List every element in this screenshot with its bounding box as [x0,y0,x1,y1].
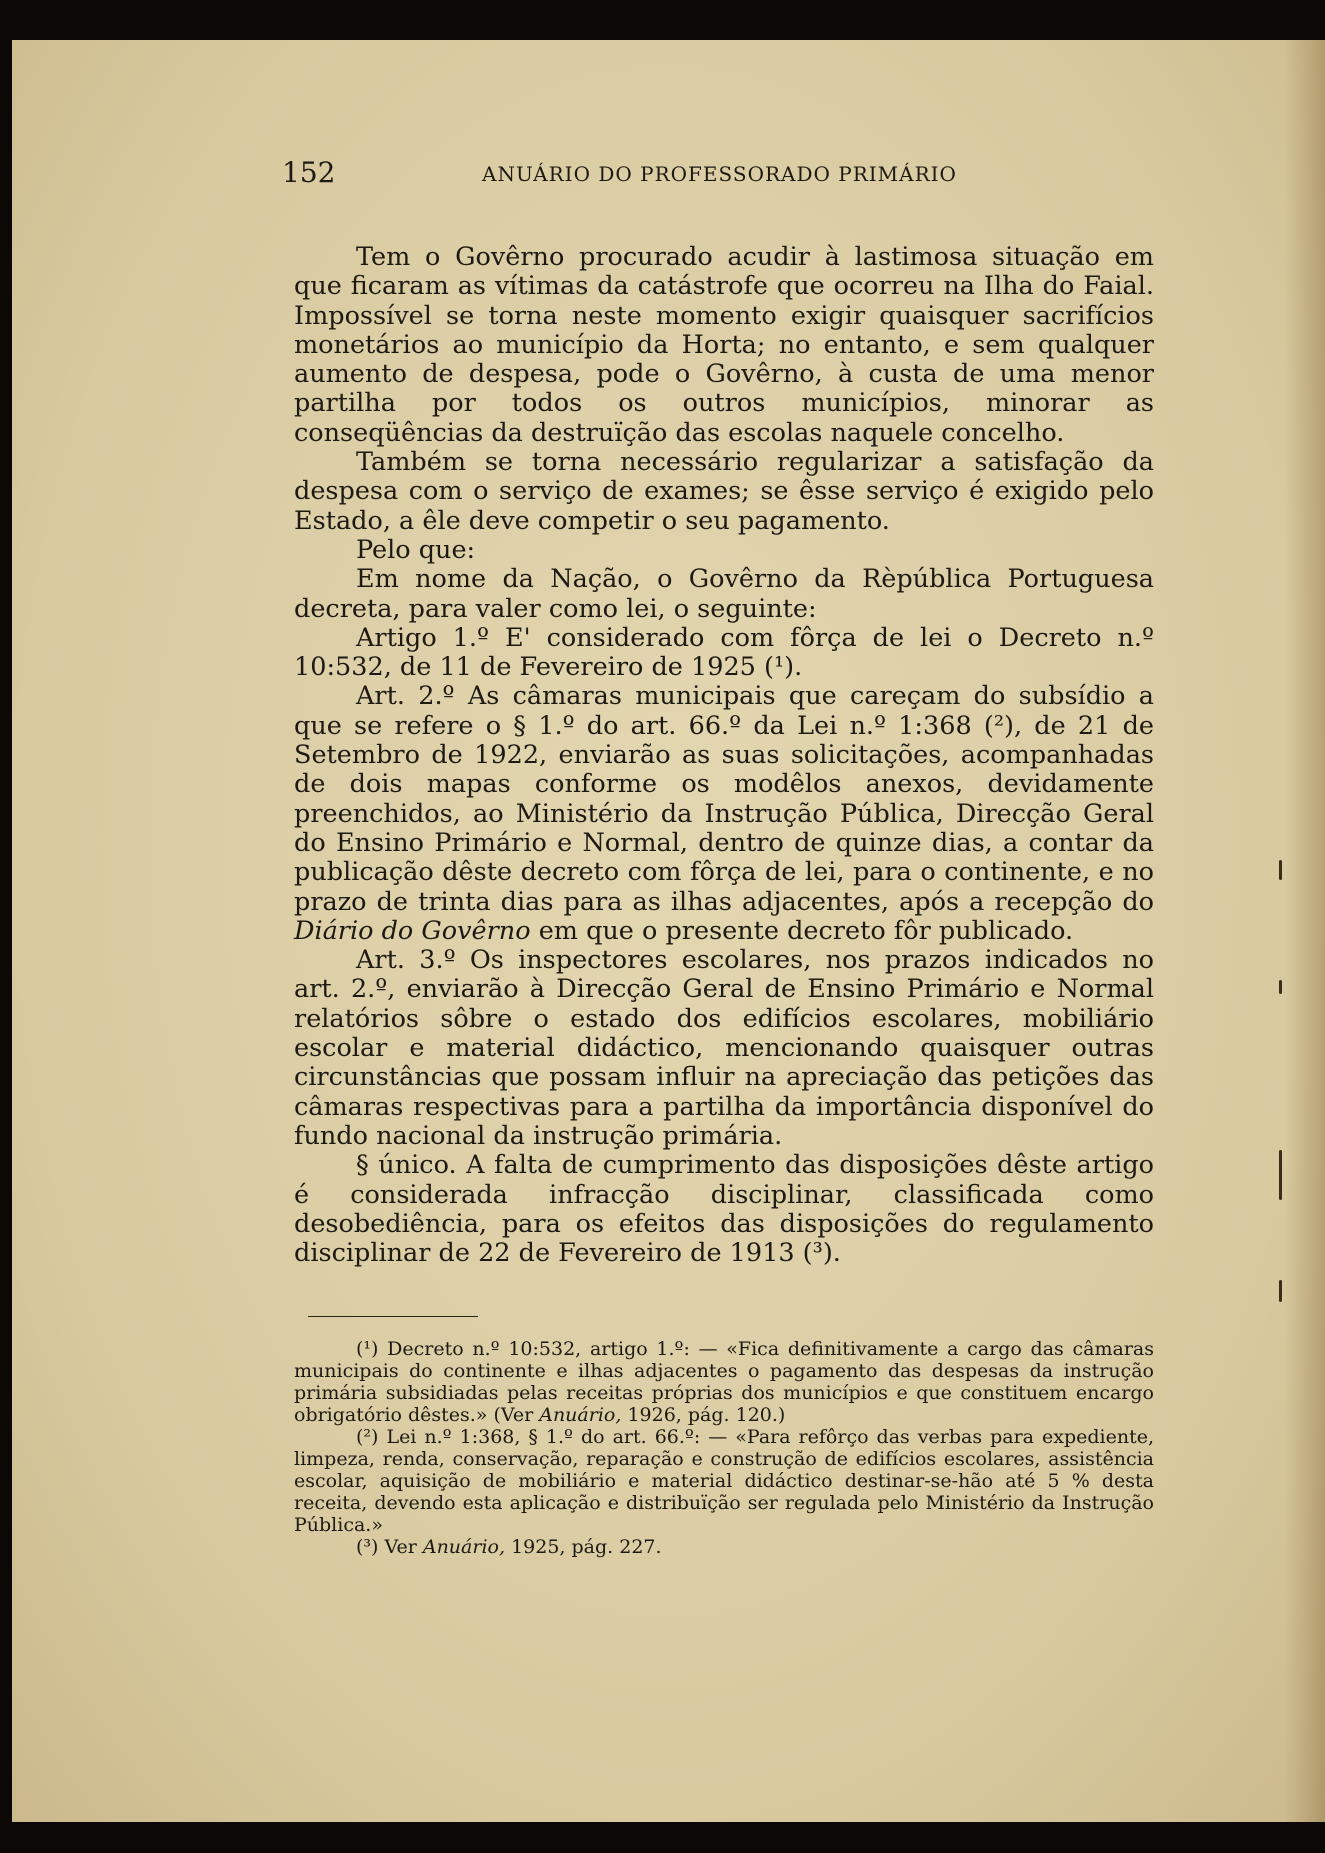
article-2-end: em que o presente decreto fôr publicado. [538,915,1074,946]
footnote-divider [308,1316,478,1317]
paragraph-decree-formula: Em nome da Nação, o Govêrno da Rèpública Portuguesa decreta, para valer como lei, o seguinte: [294,564,1154,624]
paragraph-exams: Também se torna necessário regularizar a satisfação da despesa com o serviço de exames; se êsse serviço é exigido pelo Estado, a êle deve competir o seu pagamento. [294,447,1154,536]
body-text [294,243,1154,1268]
paragraph-article-1: Artigo 1.º E' considerado com fôrça de lei o Decreto n.º 10:532, de 11 de Fevereiro de 1925 (¹). [294,622,1154,683]
binding-marks [1279,860,1285,1320]
footnote-1 [294,1338,1154,1426]
footnote-1-anuario: Anuário, [539,1404,622,1426]
running-title: ANUÁRIO DO PROFESSORADO PRIMÁRIO [482,162,957,186]
paragraph-article-2 [294,682,1154,946]
article-2-text: Art. 2.º As câmaras municipais que careçam do subsídio a que se refere o § 1.º do art. 66.º da Lei n.º 1:368 (²), de 21 de Setembro de 1922, enviarão as suas solicitações, acompanhadas de dois mapas conforme os modêlos anexos, devidamente preenchidos, ao Ministério da Instrução Pública, Direcção Geral do Ensino Primário e Normal, dentro de quinze dias, a contar da publicação dêste decreto com fôrça de lei, para o continente, e no prazo de trinta dias para as ilhas adjacentes, após a recepção do [294,681,1154,917]
footnote-3 [294,1536,1154,1558]
footnote-2-text: (²) Lei n.º 1:368, § 1.º do art. 66.º: — «Para refôrço das verbas para expediente, limpeza, renda, conservação, reparação e construção de edifícios escolares, assistência escolar, aquisição de mobiliário e material didáctico destinar-se-hão até 5 % desta receita, devendo esta aplicação e distribuïção ser regulada pelo Ministério da Instrução Pública.» [294,1426,1154,1536]
page-header [282,118,1172,189]
paragraph-intro: Tem o Govêrno procurado acudir à lastimosa situação em que ficaram as vítimas da catástrofe que ocorreu na Ilha do Faial. Impossível se torna neste momento exigir quaisquer sacrifícios monetários ao município da Horta; no entanto, e sem qualquer aumento de despesa, pode o Govêrno, à custa de uma menor partilha por todos os outros municípios, minorar as conseqüências da destruïção das escolas naquele concelho. [294,242,1154,448]
footnote-2 [294,1426,1154,1536]
paragraph-article-3: Art. 3.º Os inspectores escolares, nos prazos indicados no art. 2.º, enviarão à Direcção Geral de Ensino Primário e Normal relatórios sôbre o estado dos edifícios escolares, mobiliário escolar e material didáctico, mencionando quaisquer outras circunstâncias que possam influir na apreciação das petições das câmaras respectivas para a partilha da importância disponível do fundo nacional da instrução primária. [294,945,1154,1151]
footnote-3-ref: 1925, pág. 227. [511,1536,662,1558]
footnote-1-text: (¹) Decreto n.º 10:532, artigo 1.º: — «Fica definitivamente a cargo das câmaras municipais do continente e ilhas adjacentes o pagamento das despesas da instrução primária subsidiadas pelas receitas próprias dos municípios e que constituem encargo obrigatório dêstes.» (Ver [294,1338,1154,1426]
footnotes [294,1338,1154,1558]
page-edge-shadow [1285,40,1325,1822]
page-number: 152 [282,156,336,189]
paragraph-pelo-que: Pelo que: [356,534,476,565]
footnote-3-text: (³) Ver [356,1536,417,1558]
paragraph-unique-section: § único. A falta de cumprimento das disposições dêste artigo é considerada infracção disciplinar, classificada como desobediência, para os efeitos das disposições do regulamento disciplinar de 22 de Fevereiro de 1913 (³). [294,1150,1154,1269]
footnote-1-ref: 1926, pág. 120.) [627,1404,786,1426]
diario-do-governo-title: Diário do Govêrno [294,915,531,946]
footnote-3-anuario: Anuário, [422,1536,506,1558]
